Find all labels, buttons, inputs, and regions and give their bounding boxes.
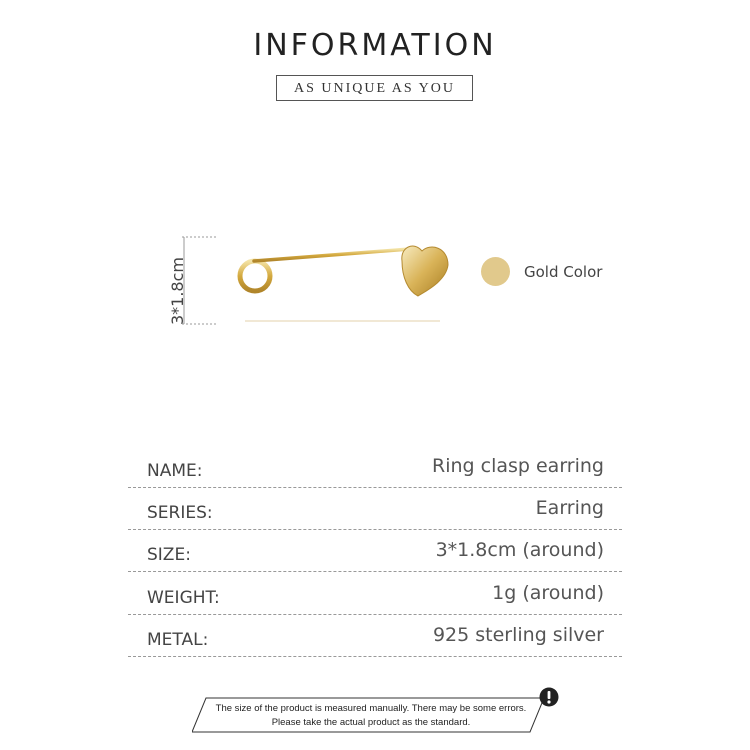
color-label: Gold Color: [524, 263, 603, 281]
spec-row-series: [128, 485, 622, 530]
spec-key: WEIGHT:: [147, 588, 220, 608]
disclaimer-line-1: The size of the product is measured manually. There may be some errors.: [215, 703, 527, 714]
spec-key: METAL:: [147, 630, 209, 650]
dimension-label: 3*1.8cm: [168, 257, 187, 326]
spec-row-size: [128, 527, 622, 572]
page-title: INFORMATION: [253, 28, 497, 63]
spec-value: 925 sterling silver: [432, 624, 604, 646]
spec-key: NAME:: [147, 461, 203, 481]
spec-row-weight: [128, 570, 622, 615]
safety-pin-earring-image: [150, 225, 470, 335]
spec-row-metal: [128, 612, 622, 657]
disclaimer-line-2: Please take the actual product as the standard.: [271, 717, 471, 728]
spec-value: Ring clasp earring: [432, 455, 604, 477]
gold-color-swatch: [481, 257, 510, 286]
spec-row-name: [128, 443, 622, 488]
disclaimer-text: [200, 702, 542, 730]
spec-value: 1g (around): [492, 582, 604, 604]
page-subtitle: AS UNIQUE AS YOU: [276, 75, 473, 101]
spec-value: Earring: [535, 497, 604, 519]
spec-key: SERIES:: [147, 503, 213, 523]
spec-key: SIZE:: [147, 545, 191, 565]
exclamation-icon: [539, 687, 559, 707]
spec-value: 3*1.8cm (around): [435, 539, 604, 561]
